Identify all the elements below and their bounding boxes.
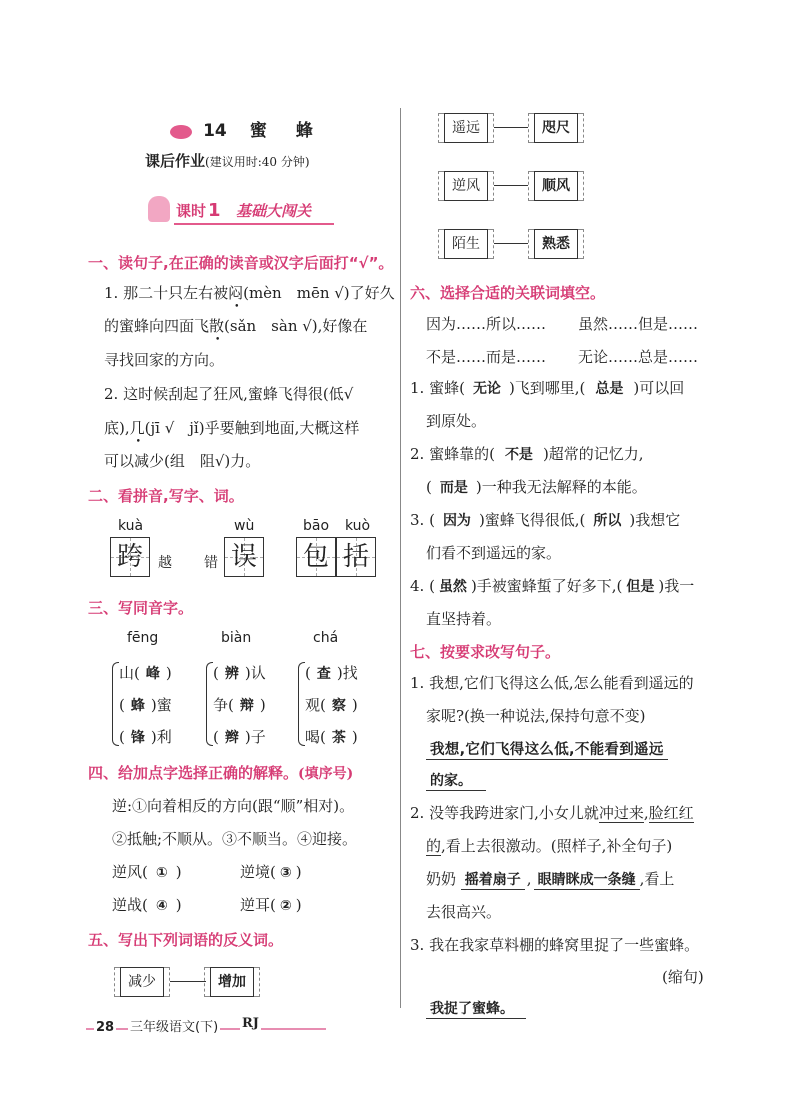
banner-underline xyxy=(174,223,334,225)
lesson-banner xyxy=(148,196,338,226)
pinyin-bian: biàn xyxy=(221,630,252,646)
char-box-kuo: 括 xyxy=(336,537,376,577)
antonym-word-4: 陌生 xyxy=(444,229,488,259)
char-box-kua: 跨 xyxy=(110,537,150,577)
s6-option2: 虽然……但是…… xyxy=(578,315,699,333)
antonym-answer-1: 增加 xyxy=(210,967,254,997)
subtitle-hint: (建议用时:40 分钟) xyxy=(205,155,310,169)
page-number: 28 xyxy=(96,1020,115,1035)
subtitle xyxy=(145,150,310,171)
s7-q3-hint: (缩句) xyxy=(662,968,704,986)
cha-row3: 喝( 茶 ) xyxy=(305,728,358,746)
lesson-number: 14 xyxy=(203,121,227,141)
s7-q2-line2: 的,看上去很激动。(照样子,补全句子) xyxy=(426,837,673,855)
s4-item2: 逆境( ③ ) xyxy=(240,863,302,881)
s1-q1-line2: 的蜜蜂向四面飞散(sǎn sàn √),好像在 xyxy=(104,317,368,335)
bian-row2: 争( 辩 ) xyxy=(213,696,266,714)
antonym-dash-1 xyxy=(170,981,206,982)
s1-q1-line3: 寻找回家的方向。 xyxy=(104,351,225,369)
s1-q2-line3: 可以减少(组 阻√)力。 xyxy=(104,452,261,470)
feng-row3: ( 锋 )利 xyxy=(119,728,172,746)
subtitle-main: 课后作业 xyxy=(145,152,206,170)
antonym-word-3: 逆风 xyxy=(444,171,488,201)
lesson-title: 蜜 蜂 xyxy=(249,121,319,141)
antonym-word-2: 遥远 xyxy=(444,113,488,143)
cha-row1: ( 查 )找 xyxy=(305,664,358,682)
pinyin-kua: kuà xyxy=(118,518,144,534)
s7-q2-line4: 去很高兴。 xyxy=(426,903,502,921)
s4-def2: ②抵触;不顺从。③不顺当。④迎接。 xyxy=(112,830,358,848)
section6-heading: 六、选择合适的关联词填空。 xyxy=(410,284,606,302)
s7-q1-answer2: 的家。 xyxy=(426,770,486,790)
banner-label: 课时 1 xyxy=(176,200,221,221)
section4-heading: 四、给加点字选择正确的解释。(填序号) xyxy=(88,764,354,782)
feng-row1: 山( 峰 ) xyxy=(119,664,172,682)
cha-row2: 观( 察 ) xyxy=(305,696,358,714)
banner-text: 基础大闯关 xyxy=(236,202,312,220)
s4-item1: 逆风( ① ) xyxy=(112,863,182,881)
section2-heading: 二、看拼音,写字、词。 xyxy=(88,487,244,505)
antonym-dash-4 xyxy=(494,243,528,244)
bian-row3: ( 辫 )子 xyxy=(213,728,266,746)
antonym-answer-4: 熟悉 xyxy=(534,229,578,259)
brace-cha xyxy=(298,662,305,746)
pinyin-feng: fēng xyxy=(127,630,159,646)
lesson-header xyxy=(170,116,319,141)
s6-q2-line2: ( 而是 )一种我无法解释的本能。 xyxy=(426,478,647,496)
s7-q3-answer: 我捉了蜜蜂。 xyxy=(426,998,526,1018)
s1-q2-line1: 2. 这时候刮起了狂风,蜜蜂飞得很(低√ xyxy=(104,385,354,403)
s7-q1-line1: 1. 我想,它们飞得这么低,怎么能看到遥远的 xyxy=(410,674,694,692)
s6-q4-line2: 直坚持着。 xyxy=(426,610,502,628)
s4-def1: 逆:①向着相反的方向(跟“顺”相对)。 xyxy=(112,797,355,815)
s6-q4-line1: 4. ( 虽然 )手被蜜蜂蜇了好多下,( 但是 )我一 xyxy=(410,577,695,595)
s6-q1-line2: 到原处。 xyxy=(426,412,487,430)
antonym-dash-3 xyxy=(494,185,528,186)
pinyin-bao: bāo xyxy=(303,518,330,534)
s7-q3-line1: 3. 我在我家草料棚的蜂窝里捉了一些蜜蜂。 xyxy=(410,936,700,954)
char-box-bao: 包 xyxy=(296,537,336,577)
footer-book: 三年级语文(下) xyxy=(128,1016,220,1035)
antonym-word-1: 减少 xyxy=(120,967,164,997)
s4-item3: 逆战( ④ ) xyxy=(112,896,182,914)
section7-heading: 七、按要求改写句子。 xyxy=(410,643,561,661)
s6-option4: 无论……总是…… xyxy=(578,348,699,366)
section5-heading: 五、写出下列词语的反义词。 xyxy=(88,931,284,949)
bian-row1: ( 辨 )认 xyxy=(213,664,266,682)
s6-q3-line1: 3. ( 因为 )蜜蜂飞得很低,( 所以 )我想它 xyxy=(410,511,681,529)
antonym-answer-3: 顺风 xyxy=(534,171,578,201)
pinyin-kuo: kuò xyxy=(345,518,371,534)
s7-q1-answer1: 我想,它们飞得这么低,不能看到遥远 xyxy=(426,738,668,759)
pinyin-cha: chá xyxy=(313,630,339,646)
section3-heading: 三、写同音字。 xyxy=(88,599,194,617)
s6-option3: 不是……而是…… xyxy=(426,348,547,366)
plain-char-cuo: 错 xyxy=(204,555,218,571)
banner-figure-icon xyxy=(148,196,170,222)
pinyin-wu: wù xyxy=(234,518,255,534)
antonym-dash-2 xyxy=(494,127,528,128)
brace-feng xyxy=(112,662,119,746)
s7-q2-line1: 2. 没等我跨进家门,小女儿就冲过来,脸红红 xyxy=(410,804,694,822)
brace-bian xyxy=(206,662,213,746)
s6-q2-line1: 2. 蜜蜂靠的( 不是 )超常的记忆力, xyxy=(410,445,644,463)
s6-q1-line1: 1. 蜜蜂( 无论 )飞到哪里,( 总是 )可以回 xyxy=(410,379,685,397)
s6-q3-line2: 们看不到遥远的家。 xyxy=(426,544,562,562)
footer-edition: RJ xyxy=(242,1016,259,1031)
lesson-icon xyxy=(170,125,192,139)
column-divider xyxy=(400,108,401,1008)
s7-q1-line2: 家呢?(换一种说法,保持句意不变) xyxy=(426,707,646,725)
char-box-wu: 误 xyxy=(224,537,264,577)
s6-option1: 因为……所以…… xyxy=(426,315,547,333)
s7-q2-line3: 奶奶 摇着扇子 , 眼睛眯成一条缝 ,看上 xyxy=(426,870,675,888)
antonym-answer-2: 咫尺 xyxy=(534,113,578,143)
s1-q1-line1: 1. 那二十只左右被闷(mèn mēn √)了好久 xyxy=(104,284,395,302)
section1-heading: 一、读句子,在正确的读音或汉字后面打“√”。 xyxy=(88,254,394,272)
s4-item4: 逆耳( ② ) xyxy=(240,896,302,914)
feng-row2: ( 蜂 )蜜 xyxy=(119,696,172,714)
plain-char-yue: 越 xyxy=(158,555,172,571)
s1-q2-line2: 底),几(jī √ jǐ)乎要触到地面,大概这样 xyxy=(104,419,360,437)
